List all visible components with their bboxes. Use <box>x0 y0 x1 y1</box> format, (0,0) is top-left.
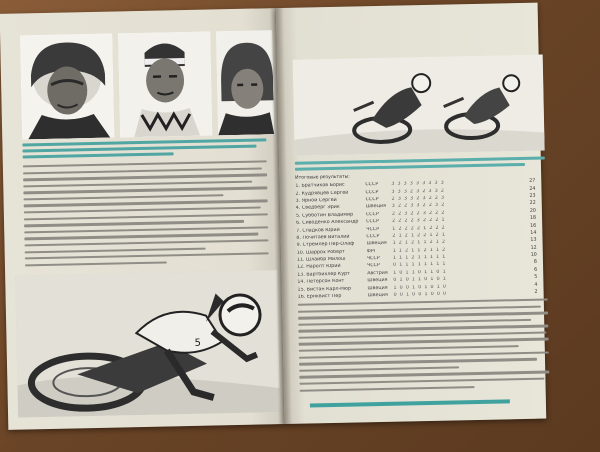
total-points: 24 <box>529 186 536 192</box>
rider-name: 11. Шлайбр Милош <box>296 256 346 263</box>
rider-name: 15. Вистан Карл-Нюр <box>297 286 352 293</box>
heat-scores: 0 1 1 1 1 1 1 1 1 <box>392 262 447 269</box>
portrait-photo-1 <box>20 34 114 140</box>
rider-country: СССР <box>365 182 379 188</box>
total-points: 10 <box>530 252 537 258</box>
results-heading: Итоговые результаты: <box>295 174 350 181</box>
rider-country: СССР <box>365 196 379 203</box>
rider-name: 4. Сведберг Эрик <box>295 205 340 212</box>
rider-country: Швеция <box>367 285 388 291</box>
total-points: 14 <box>530 230 537 236</box>
heat-scores: 0 1 0 1 1 0 1 0 1 <box>393 276 447 283</box>
two-riders-photo <box>293 55 545 156</box>
rider-name: 16. Ернквист Пер <box>297 293 342 300</box>
total-points: 2 <box>534 289 538 295</box>
total-points: 4 <box>534 282 538 288</box>
rider-name: 6. Сиводенко Александр <box>296 219 359 226</box>
rider-country: ФРГ <box>366 248 377 254</box>
rider-country: Швеция <box>365 204 387 210</box>
rider-country: Швеция <box>367 292 388 299</box>
rider-name: 14. Петерсон Конт <box>297 279 345 285</box>
heat-scores: 1 1 2 1 1 2 1 1 2 <box>392 247 447 254</box>
rider-country: СССР <box>366 233 380 240</box>
rider-country: Австрия <box>367 270 388 277</box>
heat-scores: 3 3 3 3 3 3 3 3 3 <box>391 180 445 187</box>
rider-name: 12. Наролт Юрий <box>296 264 341 271</box>
total-points: 16 <box>530 223 537 229</box>
rider-name: 7. Сладков Юрий <box>296 227 340 234</box>
svg-text:5: 5 <box>194 337 202 349</box>
left-article-text <box>23 160 269 270</box>
total-points: 13 <box>530 238 537 244</box>
heat-scores: 3 2 2 3 3 2 2 3 2 <box>391 202 446 210</box>
rider-name: 10. Шаррох Роберт <box>296 249 345 256</box>
rider-country: Швеция <box>367 278 388 284</box>
portrait-photo-2 <box>118 32 212 138</box>
rider-country: ЧССР <box>366 256 380 262</box>
total-points: 6 <box>534 267 538 273</box>
heat-scores: 1 0 0 1 0 1 0 1 0 <box>393 284 447 291</box>
rider-name: 2. Кудрявцев Сергей <box>295 190 349 197</box>
heat-scores: 1 0 1 1 0 1 1 0 1 <box>393 269 447 276</box>
total-points: 20 <box>529 208 536 214</box>
rider-country: СССР <box>366 219 380 225</box>
rider-country: ЧССР <box>366 226 380 232</box>
heat-scores: 3 3 3 2 3 2 3 3 2 <box>391 188 445 195</box>
total-points: 5 <box>534 274 538 281</box>
heat-scores: 1 2 1 2 1 1 2 1 2 <box>392 239 446 247</box>
total-points: 12 <box>530 245 537 251</box>
portrait-caption <box>22 138 266 161</box>
speedway-rider-photo <box>15 270 280 417</box>
open-booklet <box>0 2 568 434</box>
total-points: 18 <box>529 215 537 221</box>
results-table <box>295 178 547 301</box>
heat-scores: 2 3 3 3 2 3 2 2 3 <box>391 195 445 202</box>
rider-name: 9. Стремлер Пер-Олаф <box>296 241 355 249</box>
rider-name: 3. Ярной Сергей <box>295 197 337 204</box>
rider-country: СССР <box>365 189 379 195</box>
left-page <box>0 8 284 430</box>
portrait-photo-3 <box>216 30 274 135</box>
heat-scores: 2 1 2 1 2 2 1 2 1 <box>392 232 446 239</box>
rider-country: СССР <box>365 211 379 218</box>
rider-name: 13. Вартбихлер Курт <box>297 271 351 278</box>
heat-scores: 1 2 2 2 2 1 2 2 2 <box>392 225 446 232</box>
rider-name: 8. Почитаев Виталий <box>296 234 350 241</box>
rider-name: 5. Субботин Владимир <box>295 212 354 219</box>
total-points: 8 <box>533 260 538 266</box>
heat-scores: 2 2 3 2 2 3 2 2 2 <box>391 210 446 217</box>
right-article-text <box>298 298 550 395</box>
rider-country: ЧССР <box>366 263 380 269</box>
rider-country: Швеция <box>366 241 387 247</box>
heat-scores: 1 1 1 2 1 1 1 1 1 <box>392 254 447 261</box>
total-points: 27 <box>529 178 536 185</box>
total-points: 22 <box>529 201 536 207</box>
rider-name: 1. Братчиков Борис <box>295 182 345 189</box>
heat-scores: 0 0 1 0 0 1 0 0 0 <box>393 291 447 298</box>
total-points: 23 <box>529 193 536 199</box>
heat-scores: 2 2 2 2 3 2 2 2 1 <box>392 217 446 224</box>
